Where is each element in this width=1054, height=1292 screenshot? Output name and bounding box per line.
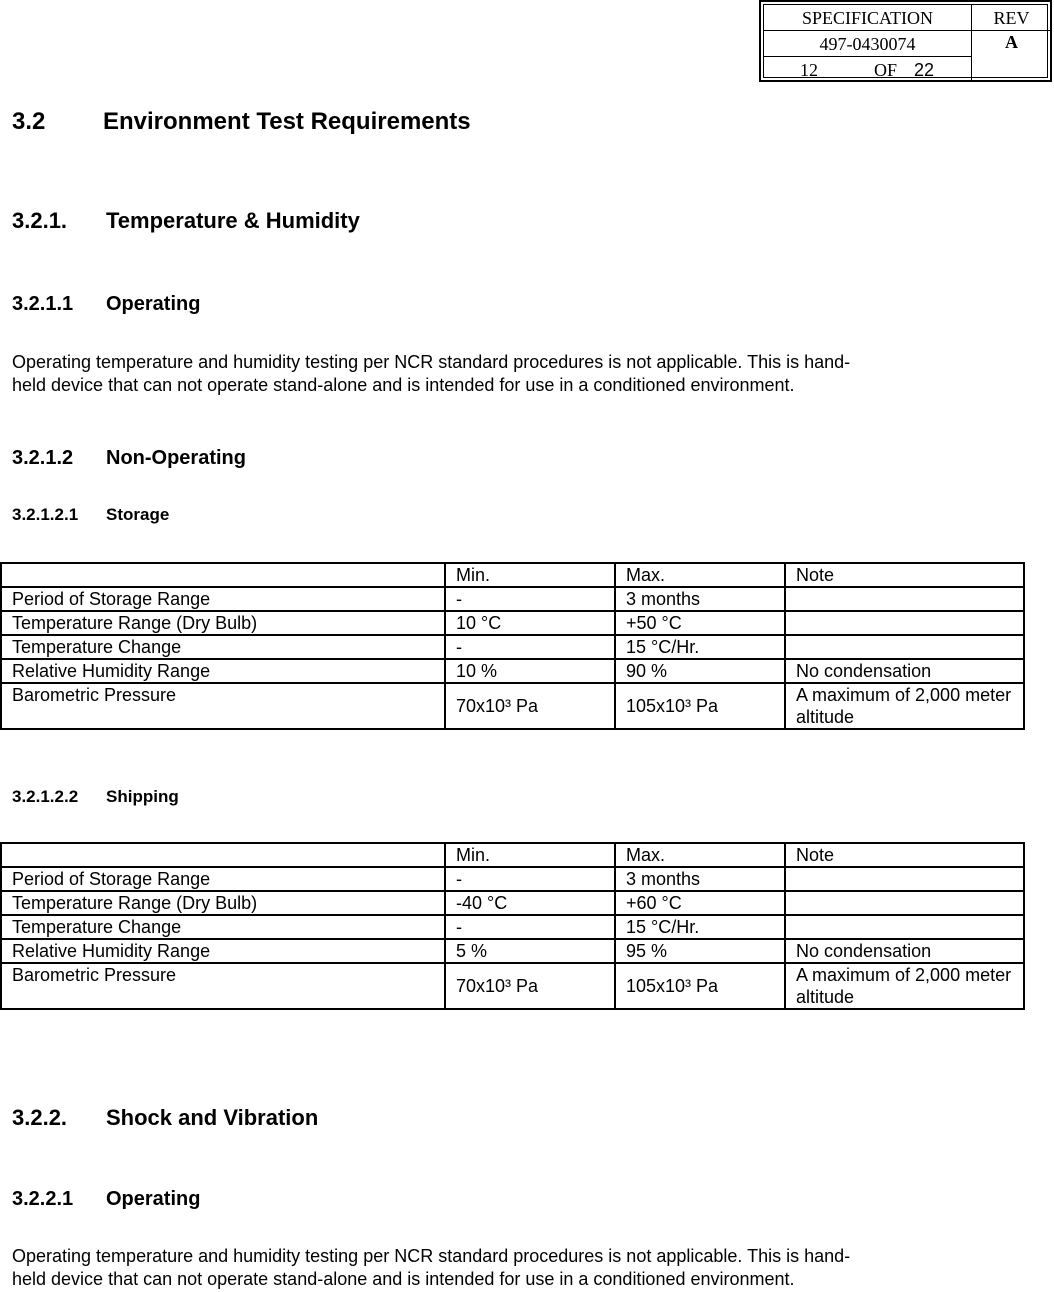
table-cell: Temperature Range (Dry Bulb) [1,891,445,915]
table-cell: +60 °C [615,891,785,915]
paragraph-line: Operating temperature and humidity testing per NCR standard procedures is not applicable. This is hand- [12,352,851,372]
table-cell: 15 °C/Hr. [615,635,785,659]
table-row [1,891,1024,915]
table-cell [785,635,1024,659]
spec-header-box [759,0,1052,82]
table-cell: - [445,635,615,659]
section-title: Environment Test Requirements [103,108,471,135]
table-cell: Relative Humidity Range [1,939,445,963]
section-number: 3.2.1.2.2 [12,787,79,806]
table-cell: Period of Storage Range [1,867,445,891]
paragraph-line: held device that can not operate stand-alone and is intended for use in a conditioned environment. [12,375,795,395]
table-cell: No condensation [785,659,1024,683]
table-cell: 3 months [615,867,785,891]
rev-label: REV [972,5,1051,31]
table-header-note: Note [785,843,1024,867]
section-title: Storage [106,505,170,524]
table-cell: 105x10³ Pa [615,963,785,1009]
table-row [1,939,1024,963]
table-cell: Period of Storage Range [1,587,445,611]
table-header-row [1,563,1024,587]
table-cell [785,587,1024,611]
spec-number: 497-0430074 [764,31,972,57]
section-title: Operating [106,293,201,315]
table-cell: Relative Humidity Range [1,659,445,683]
table-header-min: Min. [445,563,615,587]
paragraph-line: held device that can not operate stand-alone and is intended for use in a conditioned environment. [12,1269,795,1289]
table-row [1,915,1024,939]
page-number: 12 [800,60,818,80]
table-header-min: Min. [445,843,615,867]
table-header-max: Max. [615,843,785,867]
table-cell: 5 % [445,939,615,963]
table-cell [785,915,1024,939]
table-cell: - [445,587,615,611]
table-cell [785,611,1024,635]
table-cell: No condensation [785,939,1024,963]
rev-value: A [1005,32,1018,52]
table-cell [785,891,1024,915]
table-cell: Temperature Range (Dry Bulb) [1,611,445,635]
of-label: OF [874,60,898,80]
section-number: 3.2.1. [12,208,68,233]
paragraph-shock-operating [12,1245,997,1291]
table-cell [1,843,445,867]
table-row [1,635,1024,659]
table-cell: Barometric Pressure [1,683,445,729]
table-cell: 70x10³ Pa [445,683,615,729]
table-row [1,683,1024,729]
table-header-note: Note [785,563,1024,587]
table-row [1,867,1024,891]
table-cell: 10 °C [445,611,615,635]
table-cell: Temperature Change [1,635,445,659]
table-cell [1,563,445,587]
table-row [1,659,1024,683]
section-title: Shock and Vibration [106,1105,319,1130]
table-row [1,963,1024,1009]
spec-label: SPECIFICATION [764,5,972,31]
table-cell: +50 °C [615,611,785,635]
table-cell: -40 °C [445,891,615,915]
table-cell: A maximum of 2,000 meter altitude [785,683,1024,729]
table-cell [785,867,1024,891]
section-title: Temperature & Humidity [106,208,360,233]
section-number: 3.2.1.1 [12,293,74,315]
table-cell: 15 °C/Hr. [615,915,785,939]
page-indicator [764,57,972,81]
paragraph-line: Operating temperature and humidity testing per NCR standard procedures is not applicable. This is hand- [12,1246,851,1266]
table-header-max: Max. [615,563,785,587]
table-header-row [1,843,1024,867]
shipping-table [0,842,1025,1010]
table-cell: - [445,915,615,939]
section-number: 3.2.2. [12,1105,68,1130]
section-title: Shipping [106,787,179,806]
table-cell: A maximum of 2,000 meter altitude [785,963,1024,1009]
table-cell: Temperature Change [1,915,445,939]
section-number: 3.2.1.2 [12,447,74,469]
table-cell: 3 months [615,587,785,611]
table-cell: 70x10³ Pa [445,963,615,1009]
section-number: 3.2.1.2.1 [12,505,79,524]
section-number: 3.2.2.1 [12,1188,74,1210]
table-cell: 10 % [445,659,615,683]
paragraph-operating [12,351,997,397]
table-row [1,611,1024,635]
storage-table [0,562,1025,730]
section-title: Non-Operating [106,447,246,469]
table-cell: 90 % [615,659,785,683]
section-title: Operating [106,1188,201,1210]
table-cell: - [445,867,615,891]
table-cell: 95 % [615,939,785,963]
page-total: 22 [914,60,935,80]
table-row [1,587,1024,611]
table-cell: 105x10³ Pa [615,683,785,729]
section-number: 3.2 [12,108,46,135]
table-cell: Barometric Pressure [1,963,445,1009]
